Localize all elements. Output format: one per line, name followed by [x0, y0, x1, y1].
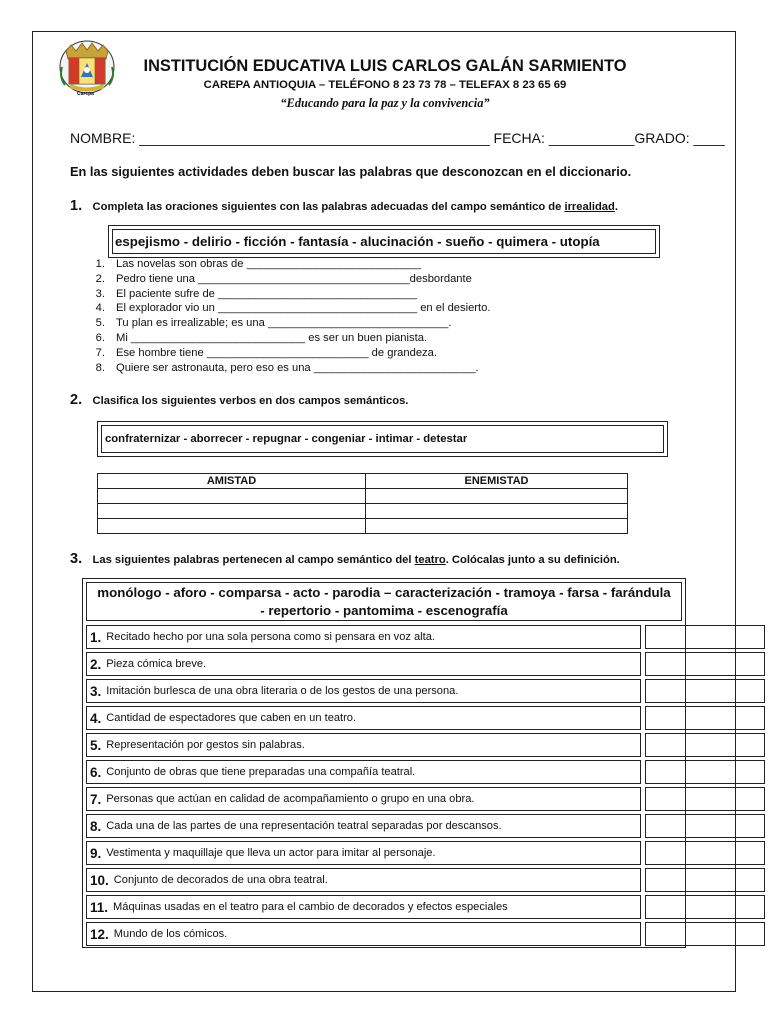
- section-1-text-after: .: [614, 201, 618, 213]
- answer-box[interactable]: [645, 760, 765, 784]
- section-2-text: Clasifica los siguientes verbos en dos campos semánticos.: [92, 395, 409, 407]
- definition-number: 11.: [90, 899, 109, 915]
- answer-box[interactable]: [645, 706, 765, 730]
- section-3-number: 3.: [70, 551, 83, 567]
- school-contact: CAREPA ANTIOQUIA – TELÉFONO 8 23 73 78 – TELEFAX 8 23 65 69: [203, 79, 567, 91]
- fecha-label: FECHA:: [493, 130, 545, 146]
- definition-text-cell: [86, 625, 641, 649]
- definition-text: Conjunto de decorados de una obra teatral.: [113, 874, 328, 886]
- answer-box[interactable]: [645, 733, 765, 757]
- definition-text-cell: [86, 868, 641, 892]
- seal-caption: Carepa: [77, 91, 94, 97]
- definition-number: 7.: [90, 791, 102, 807]
- sentence-number: 5.: [95, 317, 105, 330]
- section-1-number: 1.: [70, 198, 83, 214]
- sentence-number: 6.: [95, 331, 105, 344]
- definition-row: [83, 760, 687, 787]
- sentence-text[interactable]: El paciente sufre de ________________________________: [116, 287, 418, 300]
- grado-field[interactable]: ____: [693, 130, 725, 146]
- answer-box[interactable]: [645, 652, 765, 676]
- definition-text: Mundo de los cómicos.: [113, 928, 228, 940]
- definition-row: [83, 625, 687, 652]
- general-instructions: En las siguientes actividades deben buscar las palabras que desconozcan en el diccionario.: [70, 164, 632, 179]
- section-1-heading: [70, 197, 618, 215]
- answer-box[interactable]: [645, 922, 765, 946]
- definition-number: 12.: [90, 926, 109, 942]
- answer-box[interactable]: [645, 895, 765, 919]
- student-info-line: [70, 130, 725, 146]
- answer-box[interactable]: [645, 679, 765, 703]
- definition-text: Cantidad de espectadores que caben en un teatro.: [106, 712, 357, 724]
- definition-row: [83, 895, 687, 922]
- definition-text-cell: [86, 679, 641, 703]
- section-3-heading: [70, 550, 620, 568]
- sentence-number: 2.: [95, 272, 105, 285]
- section-2-word-bank: [97, 421, 668, 457]
- definition-text-cell: [86, 760, 641, 784]
- sentence-item: [73, 301, 490, 316]
- school-title: INSTITUCIÓN EDUCATIVA LUIS CARLOS GALÁN SARMIENTO: [143, 57, 627, 75]
- definition-number: 3.: [90, 683, 102, 699]
- section-1-word-bank: [108, 225, 660, 258]
- sentence-text[interactable]: Tu plan es irrealizable; es una _____________________________.: [116, 317, 452, 330]
- section-3-text-before: Las siguientes palabras pertenecen al campo semántico del: [92, 554, 415, 566]
- section-3-word-bank-line-1: monólogo - aforo - comparsa - acto - parodia – caracterización - tramoya - farsa - farándula: [97, 585, 671, 600]
- answer-box[interactable]: [645, 814, 765, 838]
- definition-row: [83, 814, 687, 841]
- enemistad-cell[interactable]: [366, 504, 628, 519]
- sentence-number: 3.: [95, 287, 105, 300]
- definition-text: Imitación burlesca de una obra literaria o de los gestos de una persona.: [106, 685, 459, 697]
- definition-number: 4.: [90, 710, 102, 726]
- enemistad-cell[interactable]: [366, 489, 628, 504]
- definition-text: Cada una de las partes de una representación teatral separadas por descansos.: [106, 820, 502, 832]
- definition-text-cell: [86, 652, 641, 676]
- fecha-field[interactable]: ___________: [548, 130, 635, 146]
- sentence-item: [73, 346, 490, 361]
- definition-number: 9.: [90, 845, 102, 861]
- definition-text-cell: [86, 841, 641, 865]
- definition-row: [83, 652, 687, 679]
- definition-number: 10.: [90, 872, 109, 888]
- definition-text: Conjunto de obras que tiene preparadas una compañía teatral.: [106, 766, 416, 778]
- amistad-cell[interactable]: [98, 504, 366, 519]
- section-3-keyword: teatro: [414, 554, 446, 566]
- definition-text: Recitado hecho por una sola persona como si pensara en voz alta.: [106, 631, 435, 643]
- definition-row: [83, 679, 687, 706]
- definition-row: [83, 706, 687, 733]
- sentence-number: 8.: [95, 361, 105, 374]
- sentence-item: [73, 331, 490, 346]
- definition-text: Representación por gestos sin palabras.: [106, 739, 305, 751]
- sentence-text[interactable]: Ese hombre tiene __________________________ de grandeza.: [116, 346, 437, 359]
- sentence-text[interactable]: Pedro tiene una __________________________________desbordante: [116, 272, 472, 285]
- section-3-word-bank-line-2: - repertorio - pantomima - escenografía: [260, 603, 508, 618]
- definition-text-cell: [86, 706, 641, 730]
- section-3-text: [93, 554, 620, 566]
- enemistad-header: ENEMISTAD: [366, 474, 628, 489]
- sentence-item: [73, 272, 490, 287]
- definition-text-cell: [86, 733, 641, 757]
- nombre-label: NOMBRE:: [70, 130, 136, 146]
- answer-box[interactable]: [645, 841, 765, 865]
- definition-row: [83, 787, 687, 814]
- definition-number: 5.: [90, 737, 102, 753]
- definition-row: [83, 733, 687, 760]
- definition-number: 2.: [90, 656, 102, 672]
- definition-text: Máquinas usadas en el teatro para el cambio de decorados y efectos especiales: [113, 901, 508, 913]
- section-2-heading: [70, 391, 408, 409]
- definition-text: Personas que actúan en calidad de acompañamiento o grupo en una obra.: [106, 793, 475, 805]
- section-1-text: [93, 201, 618, 213]
- section-2-number: 2.: [70, 392, 83, 408]
- enemistad-cell[interactable]: [366, 519, 628, 534]
- nombre-field[interactable]: _____________________________________________: [139, 130, 490, 146]
- section-3-text-after: . Colócalas junto a su definición.: [445, 554, 620, 566]
- section-3-word-bank: [86, 582, 682, 621]
- amistad-cell[interactable]: [98, 519, 366, 534]
- sentence-item: [73, 287, 490, 302]
- definition-text-cell: [86, 787, 641, 811]
- definition-row: [83, 922, 687, 949]
- sentence-item: [73, 361, 490, 376]
- definition-number: 1.: [90, 629, 102, 645]
- definition-number: 8.: [90, 818, 102, 834]
- definition-row: [83, 868, 687, 895]
- amistad-cell[interactable]: [98, 489, 366, 504]
- definition-text-cell: [86, 895, 641, 919]
- amistad-header: AMISTAD: [98, 474, 366, 489]
- school-motto: “Educando para la paz y la convivencia”: [280, 96, 490, 110]
- definition-text-cell: [86, 922, 641, 946]
- sentence-text[interactable]: El explorador vio un ________________________________ en el desierto.: [116, 302, 491, 315]
- sentence-text[interactable]: Las novelas son obras de ____________________________: [116, 258, 421, 270]
- sentence-item: [73, 257, 490, 272]
- grado-label: GRADO:: [634, 130, 690, 146]
- classification-table: [97, 473, 628, 534]
- answer-box[interactable]: [645, 868, 765, 892]
- sentence-item: [73, 316, 490, 331]
- definition-text: Pieza cómica breve.: [106, 658, 207, 670]
- sentence-number: 7.: [95, 346, 105, 359]
- definition-text: Vestimenta y maquillaje que lleva un actor para imitar al personaje.: [106, 847, 436, 859]
- section-1-keyword: irrealidad: [564, 201, 615, 213]
- answer-box[interactable]: [645, 625, 765, 649]
- definitions-table: [82, 578, 686, 948]
- definition-number: 6.: [90, 764, 102, 780]
- sentence-list: [73, 257, 490, 375]
- section-1-word-bank-text: espejismo - delirio - ficción - fantasía - alucinación - sueño - quimera - utopía: [112, 229, 656, 254]
- sentence-text[interactable]: Quiere ser astronauta, pero eso es una __________________________.: [116, 361, 479, 374]
- section-1-text-before: Completa las oraciones siguientes con las palabras adecuadas del campo semántico de: [92, 201, 565, 213]
- answer-box[interactable]: [645, 787, 765, 811]
- sentence-text[interactable]: Mi ____________________________ es ser un buen pianista.: [116, 331, 428, 344]
- section-2-word-bank-text: confraternizar - aborrecer - repugnar - congeniar - intimar - detestar: [101, 425, 664, 453]
- sentence-number: 1.: [95, 258, 105, 270]
- sentence-number: 4.: [95, 302, 105, 315]
- definition-text-cell: [86, 814, 641, 838]
- definition-row: [83, 841, 687, 868]
